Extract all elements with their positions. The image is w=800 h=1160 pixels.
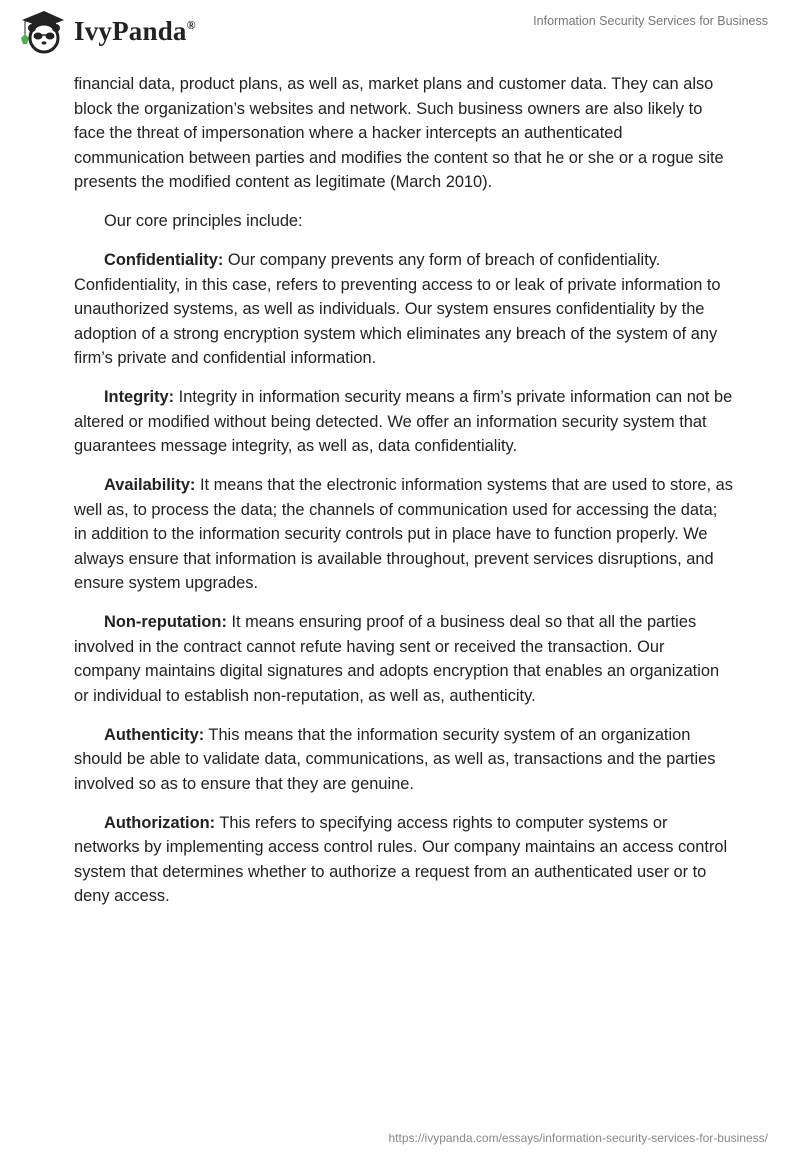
paragraph-heading: Authenticity: [104,725,205,744]
paragraph-heading: Availability: [104,476,196,494]
paragraph [74,811,734,909]
essay-body [74,72,734,923]
logo-text: IvyPanda® [74,15,196,46]
paragraph [74,723,734,797]
page-header [0,0,800,60]
paragraph-text: Our company prevents any form of breach of confidentiality. Confidentiality, in this case, refers to preventing access to or leak of private information to unauthorized systems, as well as individuals. Our system ensures confidentiality by the adoption of a strong encryption system which eliminates any breach of the system of any firm’s private and confidential information. [74,251,721,367]
paragraph-text: Our core principles include: [104,212,303,230]
paragraph-text: financial data, product plans, as well as, market plans and customer data. They can also block the organization’s websites and network. Such business owners are also likely to face the threat of impersonation where a hacker intercepts an authenticated communication between parties and modifies the content so that he or she or a rogue site presents the modified content as legitimate (March 2010). [74,75,724,191]
paragraph-heading: Non-reputation: [104,613,227,631]
paragraph [74,209,734,234]
paragraph-text: This means that the information security system of an organization should be able to validate data, communications, as well as, transactions and the parties involved so as to ensure that they are genuine. [74,725,716,793]
paragraph [74,610,734,708]
paragraph [74,473,734,596]
paragraph [74,248,734,371]
paragraph-text: It means ensuring proof of a business deal so that all the parties involved in the contract cannot refute having sent or received the transaction. Our company maintains digital signatures and adopts encryption that enables an organization or individual to establish non-reputation, as well as, authenticity. [74,613,720,705]
paragraph-heading: Confidentiality: [104,251,224,269]
source-url[interactable]: https://ivypanda.com/essays/information-security-services-for-business/ [388,1131,768,1145]
document-title: Information Security Services for Business [533,14,768,28]
paragraph [74,385,734,459]
paragraph-text: Integrity in information security means a firm’s private information can not be altered or modified without being detected. We offer an information security system that guarantees message integrity, as well as, data confidentiality. [74,388,733,455]
paragraph-heading: Authorization: [104,813,216,832]
paragraph-text: It means that the electronic information systems that are used to store, as well as, to process the data; the channels of communication used for accessing the data; in addition to the information security controls put in place have to function properly. We always ensure that information is available throughout, prevent services disruptions, and ensure system upgrades. [74,476,733,592]
paragraph [74,72,734,195]
panda-graduate-icon [18,8,66,54]
ivypanda-logo[interactable] [18,8,196,54]
paragraph-text: This refers to specifying access rights to computer systems or networks by implementing access control rules. Our company maintains an access control system that determines whether to authorize a request from an authenticated user or to deny access. [74,813,728,905]
paragraph-heading: Integrity: [104,388,175,406]
